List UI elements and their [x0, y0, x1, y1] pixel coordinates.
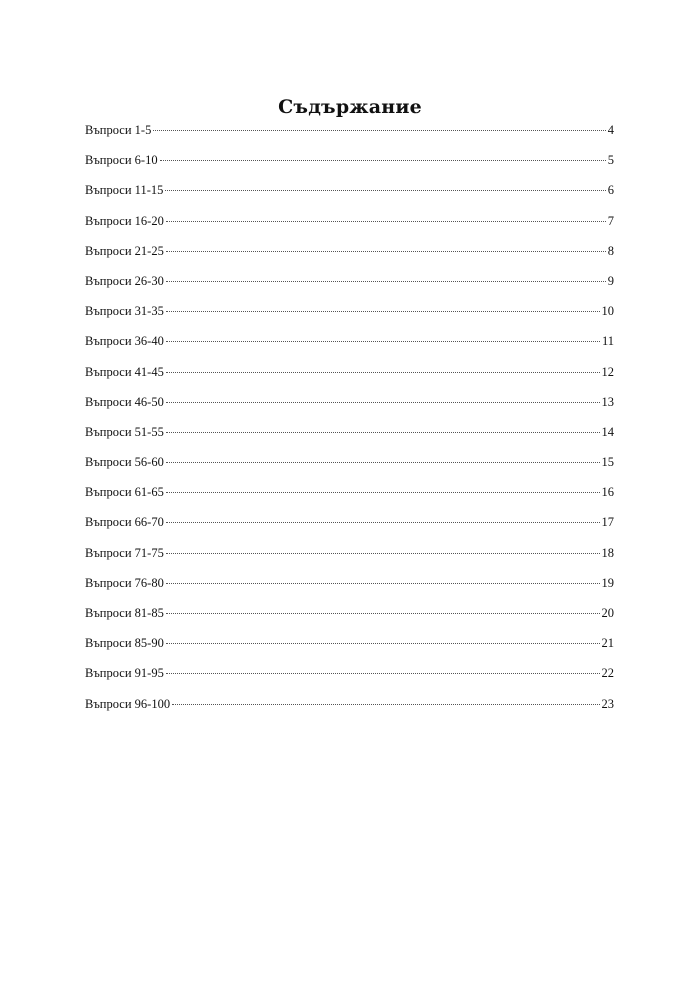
dot-leader: [166, 613, 600, 614]
toc-page-number: 16: [601, 485, 614, 500]
toc-entry[interactable]: [85, 244, 614, 274]
toc-page-number: 20: [601, 606, 614, 620]
toc-entry-label: Въпроси 1-5: [85, 123, 152, 137]
toc-page-number: 10: [601, 304, 614, 319]
toc-entry-label: Въпроси 85-90: [85, 636, 164, 651]
toc-entry-label: Въпроси 51-55: [85, 424, 164, 439]
toc-entry[interactable]: [85, 546, 614, 576]
dot-leader: [166, 673, 600, 674]
toc-entry[interactable]: [85, 636, 614, 666]
toc-entry[interactable]: [85, 395, 614, 425]
dot-leader: [166, 341, 600, 342]
toc-entry[interactable]: [85, 485, 614, 515]
toc-entry[interactable]: [85, 153, 614, 183]
dot-leader: [166, 522, 600, 523]
dot-leader: [166, 221, 606, 222]
toc-entry[interactable]: [85, 214, 614, 244]
toc-entry-label: Въпроси 76-80: [85, 575, 164, 590]
toc-page-number: 12: [601, 364, 614, 379]
toc-page-number: 14: [601, 424, 614, 439]
toc-page-number: 21: [601, 636, 614, 651]
toc-entry-label: Въпроси 31-35: [85, 304, 164, 319]
toc-page-number: 6: [607, 183, 614, 198]
toc-entry[interactable]: [85, 123, 614, 153]
toc-page-number: 8: [607, 243, 614, 258]
toc-page-number: 4: [607, 123, 614, 137]
toc-entry[interactable]: [85, 666, 614, 696]
toc-entry-label: Въпроси 71-75: [85, 545, 164, 560]
toc-page-number: 17: [601, 515, 614, 530]
dot-leader: [153, 130, 605, 131]
dot-leader: [166, 402, 600, 403]
toc-page-number: 13: [601, 394, 614, 409]
dot-leader: [166, 553, 600, 554]
toc-entry-label: Въпроси 46-50: [85, 394, 164, 409]
dot-leader: [160, 160, 606, 161]
dot-leader: [166, 583, 600, 584]
toc-entry-label: Въпроси 11-15: [85, 183, 164, 198]
toc-page-number: 18: [601, 545, 614, 560]
toc-entry[interactable]: [85, 183, 614, 213]
dot-leader: [172, 704, 599, 705]
toc-page-number: 11: [601, 334, 614, 349]
toc-entry[interactable]: [85, 515, 614, 545]
toc-page-number: 9: [607, 273, 614, 288]
toc-page-number: 15: [601, 455, 614, 470]
toc-entry-label: Въпроси 56-60: [85, 455, 164, 470]
toc-entry-label: Въпроси 6-10: [85, 153, 158, 168]
toc-page-number: 5: [607, 153, 614, 168]
dot-leader: [166, 251, 606, 252]
toc-page-number: 22: [601, 666, 614, 681]
toc-entry[interactable]: [85, 274, 614, 304]
dot-leader: [166, 492, 600, 493]
toc-entry-label: Въпроси 26-30: [85, 273, 164, 288]
toc-page-number: 7: [607, 213, 614, 228]
toc-entry[interactable]: [85, 606, 614, 636]
toc-page-number: 19: [601, 575, 614, 590]
toc-entry[interactable]: [85, 304, 614, 334]
toc-entry[interactable]: [85, 576, 614, 606]
toc-entry[interactable]: [85, 334, 614, 364]
toc-entry-label: Въпроси 96-100: [85, 696, 171, 711]
toc-page-number: 23: [601, 696, 614, 711]
toc-entry[interactable]: [85, 365, 614, 395]
dot-leader: [166, 462, 600, 463]
toc-entry-label: Въпроси 81-85: [85, 606, 164, 620]
toc-entry-label: Въпроси 61-65: [85, 485, 164, 500]
dot-leader: [166, 311, 600, 312]
toc-entry-label: Въпроси 21-25: [85, 243, 164, 258]
table-of-contents: [85, 123, 614, 727]
toc-entry-label: Въпроси 16-20: [85, 213, 164, 228]
toc-entry[interactable]: [85, 697, 614, 727]
toc-entry-label: Въпроси 41-45: [85, 364, 164, 379]
toc-entry-label: Въпроси 91-95: [85, 666, 164, 681]
dot-leader: [166, 643, 600, 644]
toc-entry-label: Въпроси 36-40: [85, 334, 164, 349]
toc-entry[interactable]: [85, 425, 614, 455]
page-title: Съдържание: [278, 96, 422, 118]
dot-leader: [165, 190, 605, 191]
dot-leader: [166, 281, 606, 282]
dot-leader: [166, 372, 600, 373]
toc-entry[interactable]: [85, 455, 614, 485]
dot-leader: [166, 432, 600, 433]
toc-entry-label: Въпроси 66-70: [85, 515, 164, 530]
